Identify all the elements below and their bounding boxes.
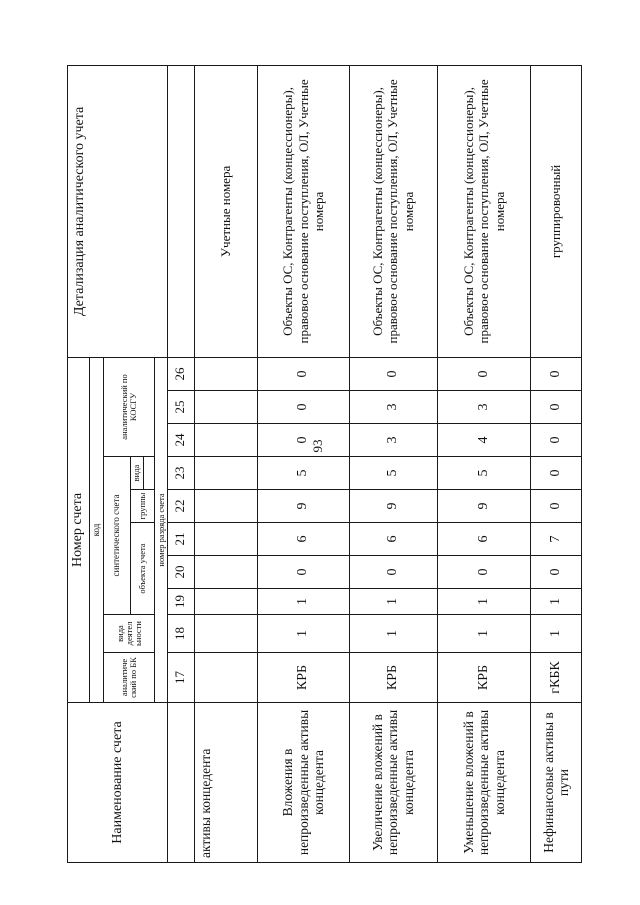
row-4-cell: 0 xyxy=(531,424,582,457)
row-2-cell: 1 xyxy=(349,589,437,615)
row-3-cell: 6 xyxy=(437,523,531,556)
row-2-detail: Объекты ОС, Контрагенты (концессионеры), правовое основание поступления, ОЛ, Учетные номера xyxy=(349,65,437,357)
row-0-cell xyxy=(194,357,258,390)
digit-23: 23 xyxy=(168,457,194,490)
row-3-cell: 1 xyxy=(437,615,531,653)
header-kind: вида xyxy=(130,457,143,490)
digit-row-blank xyxy=(168,703,194,863)
row-3-cell: 4 xyxy=(437,424,531,457)
row-1-cell: 1 xyxy=(258,615,349,653)
digit-26: 26 xyxy=(168,357,194,390)
row-0-detail: Учетные номера xyxy=(194,65,258,357)
row-2-cell: 3 xyxy=(349,391,437,424)
row-3-cell: 5 xyxy=(437,457,531,490)
row-0-cell xyxy=(194,615,258,653)
row-3-cell: 0 xyxy=(437,556,531,589)
row-4-detail: группировочный xyxy=(531,65,582,357)
row-1-cell: КРБ xyxy=(258,653,349,703)
row-4-cell: гКБК xyxy=(531,653,582,703)
header-digit-number: номер разряда счета xyxy=(154,357,167,702)
row-0-cell xyxy=(194,457,258,490)
row-4-cell: 0 xyxy=(531,490,582,523)
header-group: группы xyxy=(130,490,154,523)
header-detail: Детализация аналитического учета xyxy=(68,65,168,357)
row-0-name: активы концедента xyxy=(194,703,258,863)
row-3-cell: 3 xyxy=(437,391,531,424)
header-activity-type: вида деятел ьности xyxy=(104,615,155,653)
row-4-cell: 1 xyxy=(531,589,582,615)
row-1-cell: 6 xyxy=(258,523,349,556)
row-1-name: Вложения в непроизведенные активы концедента xyxy=(258,703,349,863)
page-number: 93 xyxy=(310,439,325,453)
row-2-cell: 9 xyxy=(349,490,437,523)
table-row xyxy=(531,65,582,862)
digit-22: 22 xyxy=(168,490,194,523)
row-1-cell: 9 xyxy=(258,490,349,523)
row-1-cell: 5 xyxy=(258,457,349,490)
digit-row xyxy=(168,65,194,862)
row-0-cell xyxy=(194,556,258,589)
header-account-number: Номер счета xyxy=(68,357,90,702)
row-4-cell: 0 xyxy=(531,457,582,490)
digit-row-detail-blank xyxy=(168,65,194,357)
row-3-cell: КРБ xyxy=(437,653,531,703)
row-2-cell: 3 xyxy=(349,424,437,457)
row-1-cell: 0 xyxy=(258,424,349,457)
row-2-cell: 0 xyxy=(349,357,437,390)
header-kind-filler xyxy=(143,457,154,490)
row-0-cell xyxy=(194,589,258,615)
row-1-cell: 0 xyxy=(258,357,349,390)
row-1-cell: 0 xyxy=(258,391,349,424)
row-3-cell: 9 xyxy=(437,490,531,523)
row-2-cell: 6 xyxy=(349,523,437,556)
row-1-detail: Объекты ОС, Контрагенты (концессионеры), правовое основание поступления, ОЛ, Учетные номера xyxy=(258,65,349,357)
digit-21: 21 xyxy=(168,523,194,556)
row-1-cell: 0 xyxy=(258,556,349,589)
row-4-name: Нефинансовые активы в пути xyxy=(531,703,582,863)
row-4-cell: 1 xyxy=(531,615,582,653)
header-row-1 xyxy=(68,65,90,862)
table-row xyxy=(437,65,531,862)
accounts-table xyxy=(67,65,582,863)
row-1-cell: 1 xyxy=(258,589,349,615)
row-3-cell: 0 xyxy=(437,357,531,390)
digit-18: 18 xyxy=(168,615,194,653)
row-2-name: Увеличение вложений в непроизведенные активы концедента xyxy=(349,703,437,863)
table-row xyxy=(349,65,437,862)
row-3-name: Уменьшение вложений в непроизведенные активы концедента xyxy=(437,703,531,863)
row-4-cell: 0 xyxy=(531,556,582,589)
row-2-cell: 1 xyxy=(349,615,437,653)
row-0-cell xyxy=(194,424,258,457)
header-kosgu: аналитический по КОСГУ xyxy=(104,357,155,456)
rotated-table-wrapper xyxy=(67,76,582,863)
row-2-cell: 0 xyxy=(349,556,437,589)
header-account-object: объекта учета xyxy=(130,523,154,615)
row-0-cell xyxy=(194,523,258,556)
row-3-detail: Объекты ОС, Контрагенты (концессионеры), правовое основание поступления, ОЛ, Учетные номера xyxy=(437,65,531,357)
header-account-name: Наименование счета xyxy=(68,703,168,863)
row-0-cell xyxy=(194,653,258,703)
row-2-cell: КРБ xyxy=(349,653,437,703)
digit-17: 17 xyxy=(168,653,194,703)
header-analytical-bk: аналитиче ский по БК xyxy=(104,653,155,703)
rotated-table-container xyxy=(67,76,582,863)
digit-20: 20 xyxy=(168,556,194,589)
digit-24: 24 xyxy=(168,424,194,457)
row-4-cell: 7 xyxy=(531,523,582,556)
row-0-cell xyxy=(194,391,258,424)
header-code: код xyxy=(90,357,104,702)
table-row xyxy=(194,65,258,862)
digit-25: 25 xyxy=(168,391,194,424)
row-4-cell: 0 xyxy=(531,391,582,424)
row-0-cell xyxy=(194,490,258,523)
row-2-cell: 5 xyxy=(349,457,437,490)
header-synthetic-account: синтетического счета xyxy=(104,457,130,615)
row-4-cell: 0 xyxy=(531,357,582,390)
digit-19: 19 xyxy=(168,589,194,615)
row-3-cell: 1 xyxy=(437,589,531,615)
table-row xyxy=(258,65,349,862)
